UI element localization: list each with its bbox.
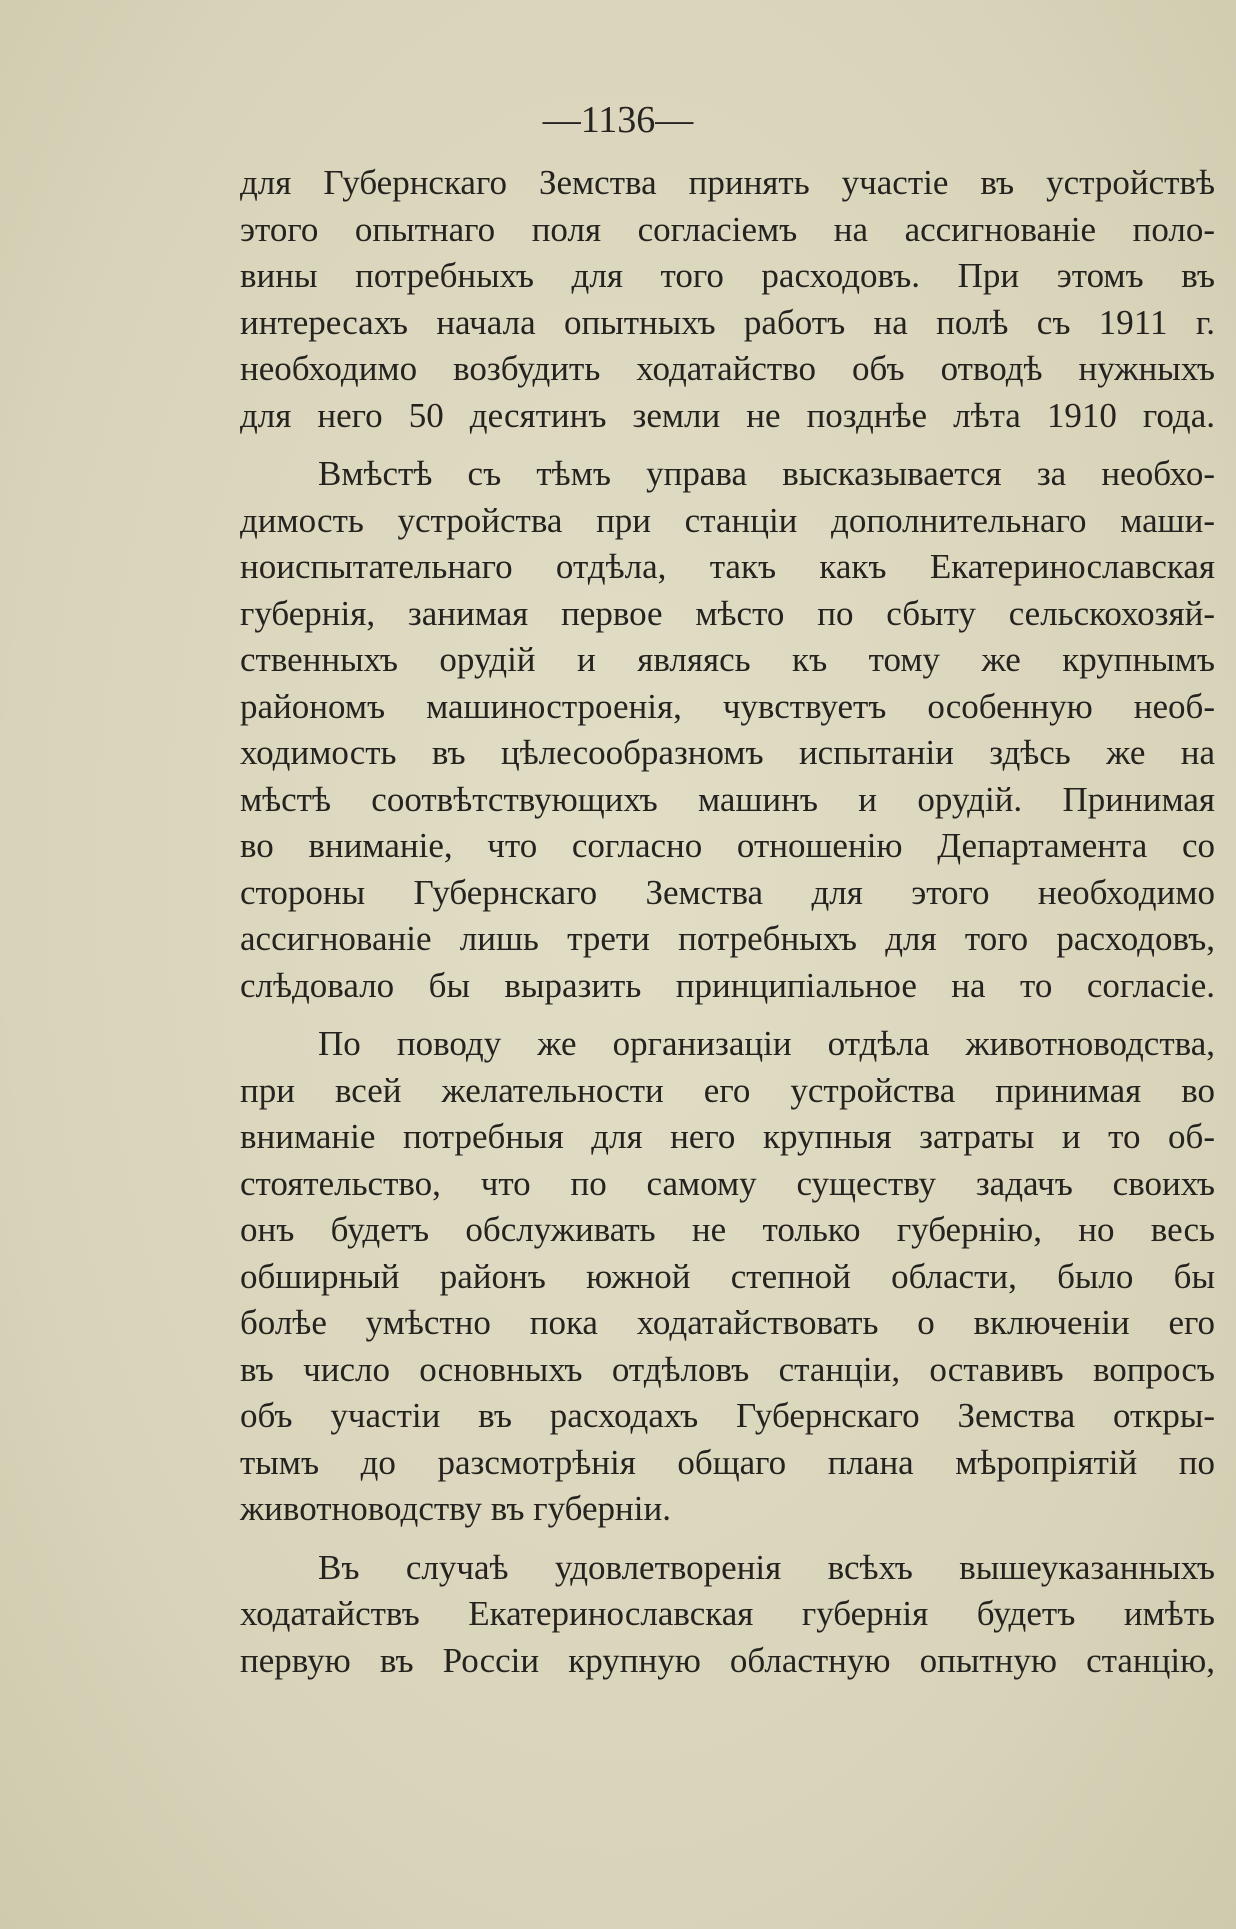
paragraph-1 — [240, 160, 1215, 439]
text-line: для Губернскаго Земства принять участіе въ устройствѣ — [240, 163, 1215, 202]
text-line: животноводству въ губерніи. — [240, 1489, 671, 1528]
text-line: необходимо возбудить ходатайство объ отводѣ нужныхъ — [240, 349, 1215, 388]
text-line: ассигнованіе лишь трети потребныхъ для того расходовъ, — [240, 919, 1215, 958]
text-line: стороны Губернскаго Земства для этого необходимо — [240, 872, 1215, 912]
text-line: болѣе умѣстно пока ходатайствовать о включеніи его — [240, 1303, 1215, 1342]
text-line: ходимость въ цѣлесообразномъ испытаніи здѣсь же на — [240, 733, 1215, 772]
text-line: мѣстѣ соотвѣтствующихъ машинъ и орудій. Принимая — [240, 779, 1215, 819]
text-line: онъ будетъ обслуживать не только губернію, но весь — [240, 1210, 1215, 1249]
text-line: губернія, занимая первое мѣсто по сбыту сельскохозяй- — [240, 593, 1215, 633]
text-line: стоятельство, что по самому существу задачъ своихъ — [240, 1163, 1215, 1203]
text-line: интересахъ начала опытныхъ работъ на полѣ съ 1911 г. — [240, 302, 1215, 342]
text-line: этого опытнаго поля согласіемъ на ассигнованіе поло- — [240, 209, 1215, 249]
text-line: ходатайствъ Екатеринославская губернія будетъ имѣть — [240, 1594, 1215, 1633]
text-line: объ участіи въ расходахъ Губернскаго Земства откры- — [240, 1396, 1215, 1435]
text-line: По поводу же организаціи отдѣла животноводства, — [318, 1024, 1215, 1063]
text-line: райономъ машиностроенія, чувствуетъ особенную необ- — [240, 686, 1215, 726]
text-line: слѣдовало бы выразить принципіальное на то согласіе. — [240, 965, 1215, 1005]
text-line: Вмѣстѣ съ тѣмъ управа высказывается за необхо- — [318, 454, 1215, 493]
body-text — [240, 160, 1215, 1684]
text-line: въ число основныхъ отдѣловъ станціи, оставивъ вопросъ — [240, 1349, 1215, 1389]
text-line: ноиспытательнаго отдѣла, такъ какъ Екатеринославская — [240, 547, 1215, 586]
text-line: для него 50 десятинъ земли не позднѣе лѣта 1910 года. — [240, 395, 1215, 435]
page-number: —1136— — [542, 99, 694, 141]
text-line: во вниманіе, что согласно отношенію Департамента со — [240, 826, 1215, 865]
paragraph-4 — [240, 1545, 1215, 1685]
text-line: обширный районъ южной степной области, было бы — [240, 1256, 1215, 1296]
text-line: вниманіе потребныя для него крупныя затраты и то об- — [240, 1117, 1215, 1156]
text-line: вины потребныхъ для того расходовъ. При этомъ въ — [240, 256, 1215, 295]
text-line: ственныхъ орудій и являясь къ тому же крупнымъ — [240, 640, 1215, 679]
text-line: при всей желательности его устройства принимая во — [240, 1070, 1215, 1110]
paragraph-2 — [240, 451, 1215, 1009]
paragraph-3 — [240, 1021, 1215, 1533]
text-line: первую въ Россіи крупную областную опытную станцію, — [240, 1640, 1215, 1680]
text-line: тымъ до разсмотрѣнія общаго плана мѣропріятій по — [240, 1442, 1215, 1482]
text-line: димость устройства при станціи дополнительнаго маши- — [240, 500, 1215, 540]
text-line: Въ случаѣ удовлетворенія всѣхъ вышеуказанныхъ — [318, 1547, 1215, 1587]
